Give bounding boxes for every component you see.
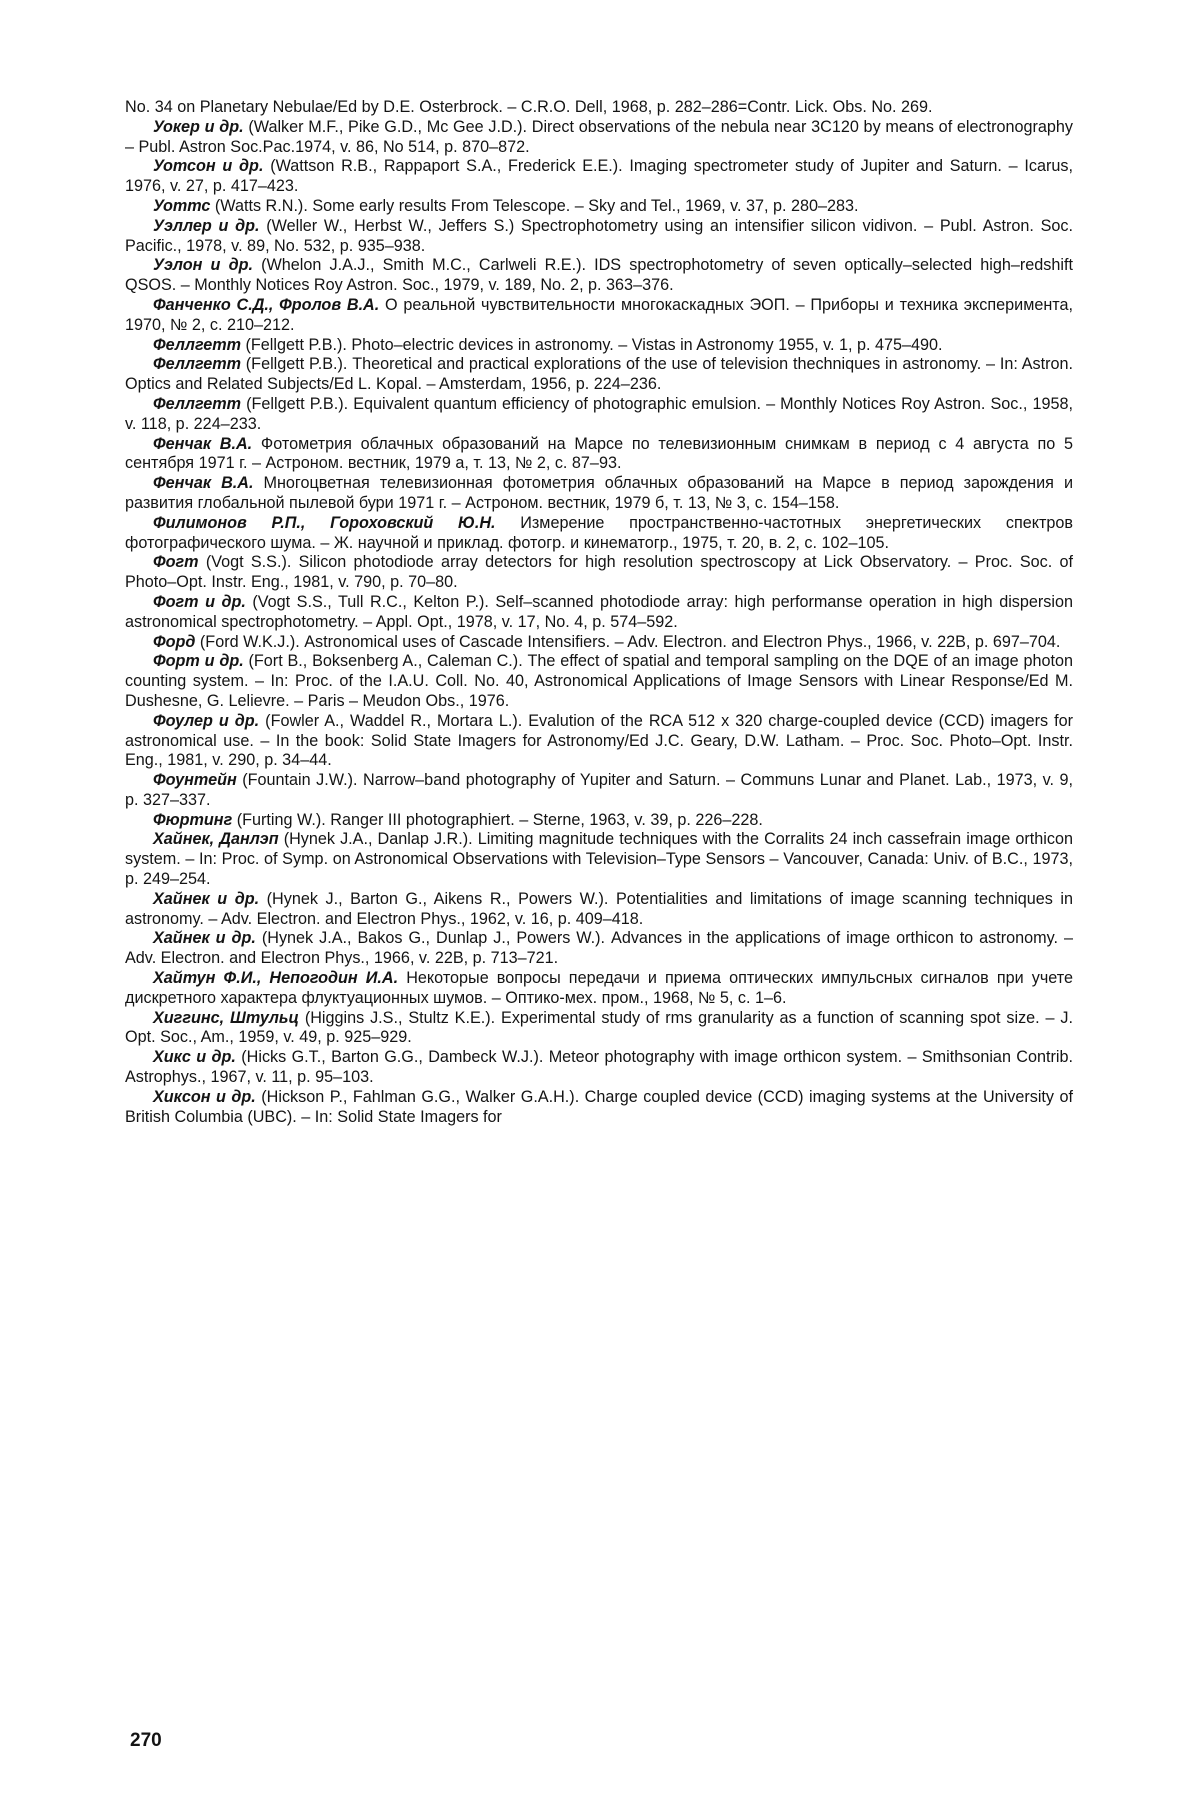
page-number: 270 <box>130 1730 162 1751</box>
bibliography-entry-25: Хикс и др. (Hicks G.T., Barton G.G., Dambeck W.J.). Meteor photography with image orthicon system. – Smithsonian Contrib. Astrophys., 1967, v. 11, p. 95–103. <box>125 1048 1073 1087</box>
bibliography-entry-20: Хайнек, Данлэп (Hynek J.A., Danlap J.R.). Limiting magnitude techniques with the Corralits 24 inch cassefrain image orthicon system. – In: Proc. of Symp. on Astronomical Observations with Television–Type Sensors – Vancouver, Canada: Univ. of B.C., 1973, p. 249–254. <box>125 830 1073 889</box>
bibliography-entry-7: Феллгетт (Fellgett P.B.). Photo–electric devices in astronomy. – Vistas in Astronomy 1955, v. 1, p. 475–490. <box>153 335 943 354</box>
bibliography-entry-22: Хайнек и др. (Hynek J.A., Bakos G., Dunlap J., Powers W.). Advances in the applications of image orthicon to astronomy. – Adv. Electron. and Electron Phys., 1966, v. 22B, p. 713–721. <box>125 929 1074 968</box>
bibliography-entry-15: Форд (Ford W.K.J.). Astronomical uses of Cascade Intensifiers. – Adv. Electron. and Electron Phys., 1966, v. 22B, p. 697–704. <box>153 632 1061 651</box>
bibliography-entry-11: Фенчак В.А. Многоцветная телевизионная фотометрия облачных образований на Марсе в период зарождения и развития глобальной пылевой бури 1971 г. – Астроном. вестник, 1979 б, т. 13, № 3, с. 154–158. <box>125 474 1073 512</box>
bibliography-entry-18: Фоунтейн (Fountain J.W.). Narrow–band photography of Yupiter and Saturn. – Communs Lunar and Planet. Lab., 1973, v. 9, p. 327–337. <box>125 771 1073 809</box>
bibliography-entry-0: No. 34 on Planetary Nebulae/Ed by D.E. Osterbrock. – C.R.O. Dell, 1968, p. 282–286=Contr. Lick. Obs. No. 269. <box>125 98 933 116</box>
bibliography-entry-8: Феллгетт (Fellgett P.B.). Theoretical and practical explorations of the use of television thechniques in astronomy. – In: Astron. Optics and Related Subjects/Ed L. Kopal. – Amsterdam, 1956, p. 224–236. <box>125 355 1073 394</box>
bibliography-entry-19: Фюртинг (Furting W.). Ranger III photographiert. – Sterne, 1963, v. 39, p. 226–228. <box>153 810 763 829</box>
bibliography-entry-4: Уэллер и др. (Weller W., Herbst W., Jeffers S.) Spectrophotometry using an intensifier silicon vidivon. – Publ. Astron. Soc. Pacific., 1978, v. 89, No. 532, p. 935–938. <box>125 216 1073 255</box>
bibliography-entry-5: Уэлон и др. (Whelon J.A.J., Smith M.C., Carlweli R.E.). IDS spectrophotometry of seven optically–selected high–redshift QSOS. – Monthly Notices Roy Astron. Soc., 1979, v. 189, No. 2, p. 363–376. <box>125 256 1073 295</box>
bibliography-entry-13: Фогт (Vogt S.S.). Silicon photodiode array detectors for high resolution spectroscopy at Lick Observatory. – Proc. Soc. of Photo–Opt. Instr. Eng., 1981, v. 790, p. 70–80. <box>125 553 1073 592</box>
bibliography-entry-23: Хайтун Ф.И., Непогодин И.А. Некоторые вопросы передачи и приема оптических импульсных сигналов при учете дискретного характера флуктуационных шумов. – Оптико-мех. пром., 1968, № 5, с. 1–6. <box>125 969 1073 1007</box>
bibliography-entry-16: Форт и др. (Fort B., Boksenberg A., Caleman C.). The effect of spatial and temporal sampling on the DQE of an image photon counting system. – In: Proc. of the I.A.U. Coll. No. 40, Astronomical Applications of Image Sensors with Linear Response/Ed M. Dushesne, G. Lelievre. – Paris – Meudon Obs., 1976. <box>125 652 1073 710</box>
bibliography-entry-12: Филимонов Р.П., Гороховский Ю.Н. Измерение пространственно-частотных энергетических спектров фотографического шума. – Ж. научной и приклад. фотогр. и кинематогр., 1975, т. 20, в. 2, с. 102–105. <box>125 513 1073 552</box>
bibliography-entry-14: Фогт и др. (Vogt S.S., Tull R.C., Kelton P.). Self–scanned photodiode array: high performanse operation in high dispersion astronomical spectrophotometry. – Appl. Opt., 1978, v. 17, No. 4, p. 574–592. <box>125 592 1073 631</box>
bibliography-entry-9: Феллгетт (Fellgett P.B.). Equivalent quantum efficiency of photographic emulsion. – Monthly Notices Roy Astron. Soc., 1958, v. 118, p. 224–233. <box>125 394 1073 433</box>
bibliography-entry-6: Фанченко С.Д., Фролов В.А. О реальной чувствительности многокаскадных ЭОП. – Приборы и техника эксперимента, 1970, № 2, с. 210–212. <box>125 295 1073 334</box>
bibliography-entry-2: Уотсон и др. (Wattson R.B., Rappaport S.A., Frederick E.E.). Imaging spectrometer study of Jupiter and Saturn. – Icarus, 1976, v. 27, p. 417–423. <box>125 157 1073 196</box>
bibliography-entry-26: Хиксон и др. (Hickson P., Fahlman G.G., Walker G.A.H.). Charge coupled device (CCD) imaging systems at the University of British Columbia (UBC). – In: Solid State Imagers for <box>125 1087 1073 1126</box>
bibliography-entry-21: Хайнек и др. (Hynek J., Barton G., Aikens R., Powers W.). Potentialities and limitations of image scanning techniques in astronomy. – Adv. Electron. and Electron Phys., 1962, v. 16, p. 409–418. <box>125 889 1073 928</box>
bibliography-entry-10: Фенчак В.А. Фотометрия облачных образований на Марсе по телевизионным снимкам в период с 4 августа по 5 сентября 1971 г. – Астроном. вестник, 1979 а, т. 13, № 2, с. 87–93. <box>125 434 1074 473</box>
bibliography-entry-24: Хиггинс, Штульц (Higgins J.S., Stultz K.E.). Experimental study of rms granularity as a function of scanning spot size. – J. Opt. Soc., Am., 1959, v. 49, p. 925–929. <box>125 1008 1074 1047</box>
bibliography-page <box>125 98 1073 1788</box>
bibliography-entry-3: Уоттс (Watts R.N.). Some early results From Telescope. – Sky and Tel., 1969, v. 37, p. 280–283. <box>153 196 859 215</box>
bibliography-entry-1: Уокер и др. (Walker M.F., Pike G.D., Mc Gee J.D.). Direct observations of the nebula near 3C120 by means of electronography – Publ. Astron Soc.Pac.1974, v. 86, No 514, p. 870–872. <box>125 117 1073 156</box>
bibliography-entry-17: Фоулер и др. (Fowler A., Waddel R., Mortara L.). Evalution of the RCA 512 x 320 charge-coupled device (CCD) imagers for astronomical use. – In the book: Solid State Imagers for Astronomy/Ed J.C. Geary, D.W. Latham. – Proc. Soc. Photo–Opt. Instr. Eng., 1981, v. 290, p. 34–44. <box>125 711 1073 770</box>
